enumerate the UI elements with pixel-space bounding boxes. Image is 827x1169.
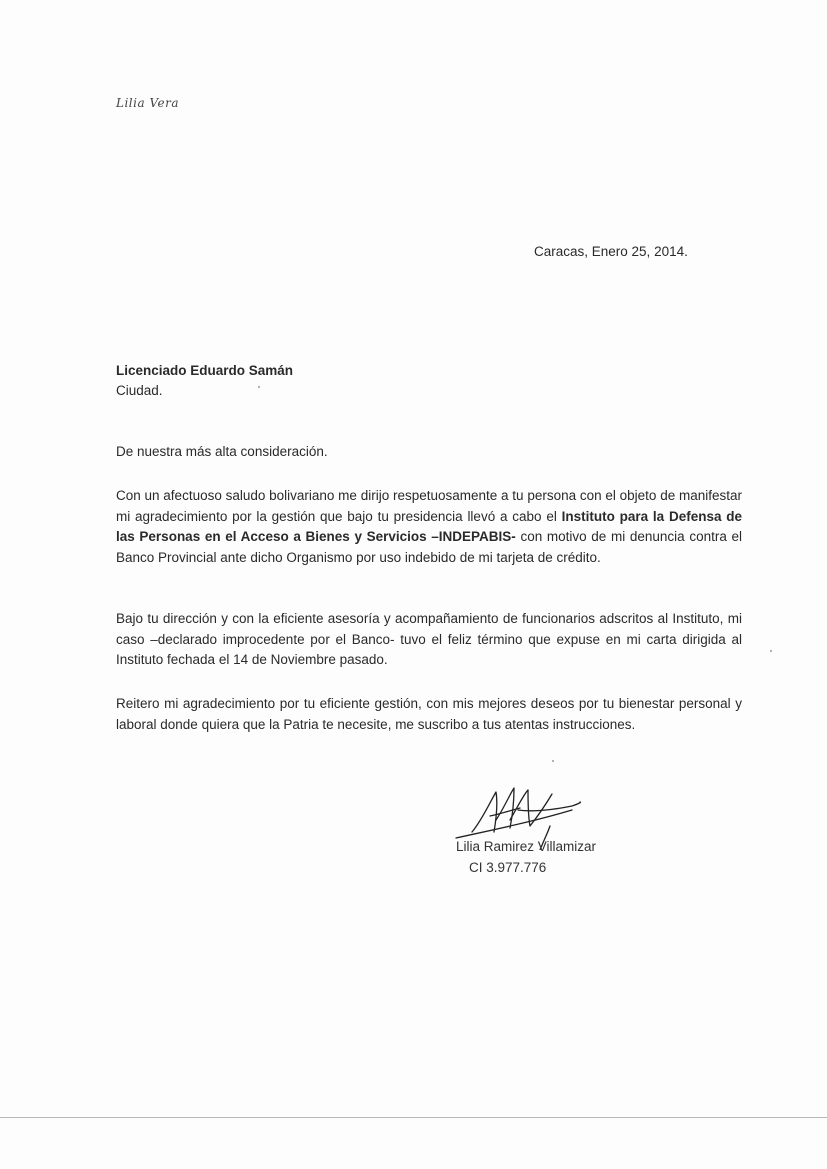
signer-id: CI 3.977.776	[469, 860, 547, 875]
page-bottom-edge	[0, 1117, 827, 1118]
salutation: De nuestra más alta consideración.	[116, 444, 328, 459]
paragraph-2: Bajo tu dirección y con la eficiente asesoría y acompañamiento de funcionarios adscritos al Instituto, mi caso –declarado improcedente por el Banco- tuvo el feliz término que expuse en mi carta dirigida al Instituto fechada el 14 de Noviembre pasado.	[116, 611, 742, 667]
scan-speck	[552, 760, 554, 762]
scan-speck	[258, 386, 260, 388]
paragraph-1-after: con motivo de mi denuncia contra el Banco Provincial ante dicho Organismo por uso indebido de mi tarjeta de crédito.	[116, 529, 742, 565]
institute-name: Instituto para la Defensa de las Personas en el Acceso a Bienes y Servicios –INDEPABIS-	[116, 508, 743, 544]
recipient-city: Ciudad.	[116, 383, 163, 398]
letterhead-name: Lilia Vera	[116, 96, 180, 110]
recipient-block	[116, 361, 293, 401]
paragraph-1	[116, 486, 742, 568]
scan-speck	[770, 650, 772, 652]
recipient-name: Licenciado Eduardo Samán	[116, 363, 294, 378]
paragraph-3: Reitero mi agradecimiento por tu eficiente gestión, con mis mejores deseos por tu bienestar personal y laboral donde quiera que la Patria te necesite, me suscribo a tus atentas instrucciones.	[116, 696, 742, 732]
signer-block	[456, 836, 596, 878]
signer-name: Lilia Ramirez Villamizar	[456, 839, 597, 854]
letter-date: Caracas, Enero 25, 2014.	[534, 244, 688, 259]
paragraph-1-before: Con un afectuoso saludo bolivariano me dirijo respetuosamente a tu persona con el objeto de manifestar mi agradecimiento por la gestión que bajo tu presidencia llevó a cabo el	[116, 488, 742, 524]
